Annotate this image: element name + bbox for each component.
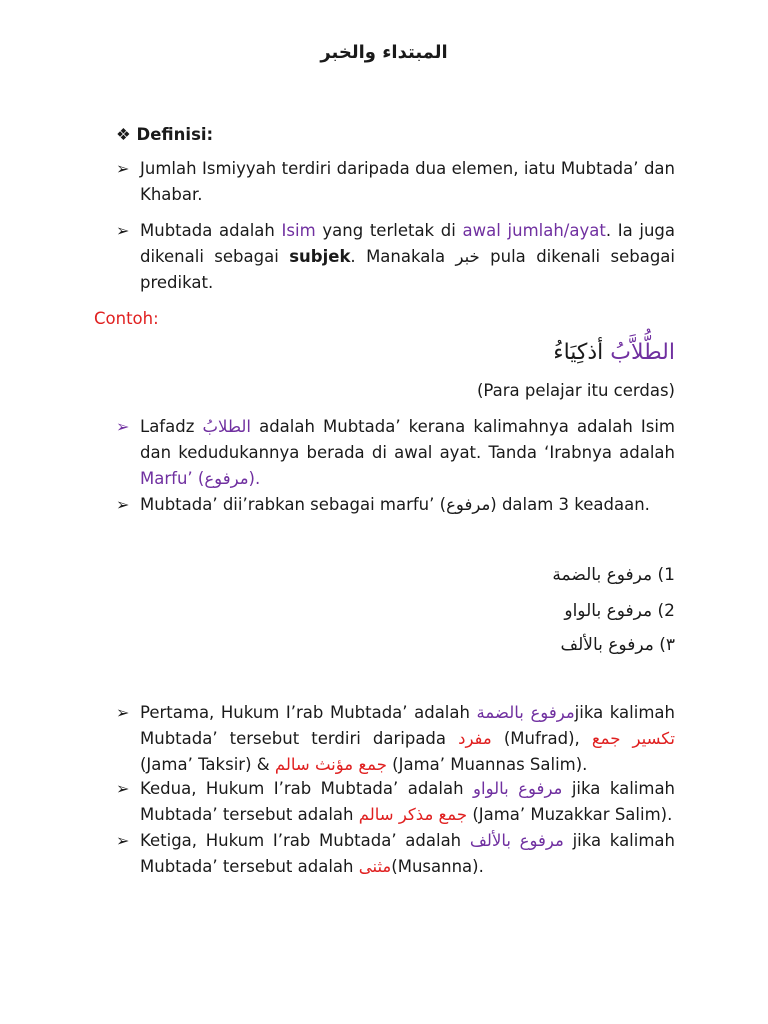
arrow-bullet-icon: ➢ xyxy=(116,159,130,178)
list-item: 2) مرفوع بالواو xyxy=(564,601,675,621)
bullet6-line2: Mubtada’ tersebut adalah جمع مذكر سالم (Jama’ Muzakkar Salim). xyxy=(140,805,673,824)
diamond-bullet-icon: ❖ xyxy=(116,125,131,144)
list-item: ٣) مرفوع بالألف xyxy=(560,635,675,655)
list-item: 1) مرفوع بالضمة xyxy=(552,565,675,585)
bullet7-line1: Ketiga, Hukum I’rab Mubtada’ adalah مرفوع بالألف jika kalimah xyxy=(140,831,675,850)
arrow-bullet-icon: ➢ xyxy=(116,417,130,436)
arrow-bullet-icon: ➢ xyxy=(116,703,130,722)
bullet2-line2: dikenali sebagai subjek. Manakala خبر pula dikenali sebagai xyxy=(140,247,676,266)
example-translation: (Para pelajar itu cerdas) xyxy=(476,381,675,400)
arrow-bullet-icon: ➢ xyxy=(116,831,130,850)
bullet3-line2: dan kedudukannya berada di awal ayat. Tanda ‘Irabnya adalah xyxy=(140,443,675,462)
bullet3-line1: Lafadz الطلابُ adalah Mubtada’ kerana kalimahnya adalah Isim xyxy=(140,417,675,436)
page-title: المبتداء والخبر xyxy=(320,42,448,63)
bullet1-line1: Jumlah Ismiyyah terdiri daripada dua elemen, iatu Mubtada’ dan xyxy=(140,159,675,178)
bullet1-line2: Khabar. xyxy=(140,185,203,204)
arrow-bullet-icon: ➢ xyxy=(116,495,130,514)
definisi-heading xyxy=(116,124,213,146)
contoh-label: Contoh: xyxy=(94,309,159,328)
bullet6-line1: Kedua, Hukum I’rab Mubtada’ adalah مرفوع بالواو jika kalimah xyxy=(140,779,676,798)
bullet5-line2: Mubtada’ tersebut terdiri daripada مفرد (Mufrad), تكسير جمع xyxy=(140,729,675,748)
bullet5-line1: Pertama, Hukum I’rab Mubtada’ adalah مرفوع بالضمةjika kalimah xyxy=(140,703,675,722)
arrow-bullet-icon: ➢ xyxy=(116,221,130,240)
arrow-bullet-icon: ➢ xyxy=(116,779,130,798)
example-arabic: الطُّلاَّبُ أذكِيَاءُ xyxy=(553,340,675,365)
bullet5-line3: (Jama’ Taksir) & جمع مؤنث سالم (Jama’ Muannas Salim). xyxy=(140,755,588,774)
bullet3-line3: Marfu’ (مرفوع). xyxy=(140,469,261,488)
bullet2-line1: Mubtada adalah Isim yang terletak di awal jumlah/ayat. Ia juga xyxy=(140,221,676,240)
bullet2-line3: predikat. xyxy=(140,273,214,292)
bullet7-line2: Mubtada’ tersebut adalah مثنى(Musanna). xyxy=(140,857,484,876)
bullet4-line1: Mubtada’ dii’rabkan sebagai marfu’ (مرفوع) dalam 3 keadaan. xyxy=(140,495,650,514)
definisi-label: Definisi: xyxy=(136,125,214,144)
